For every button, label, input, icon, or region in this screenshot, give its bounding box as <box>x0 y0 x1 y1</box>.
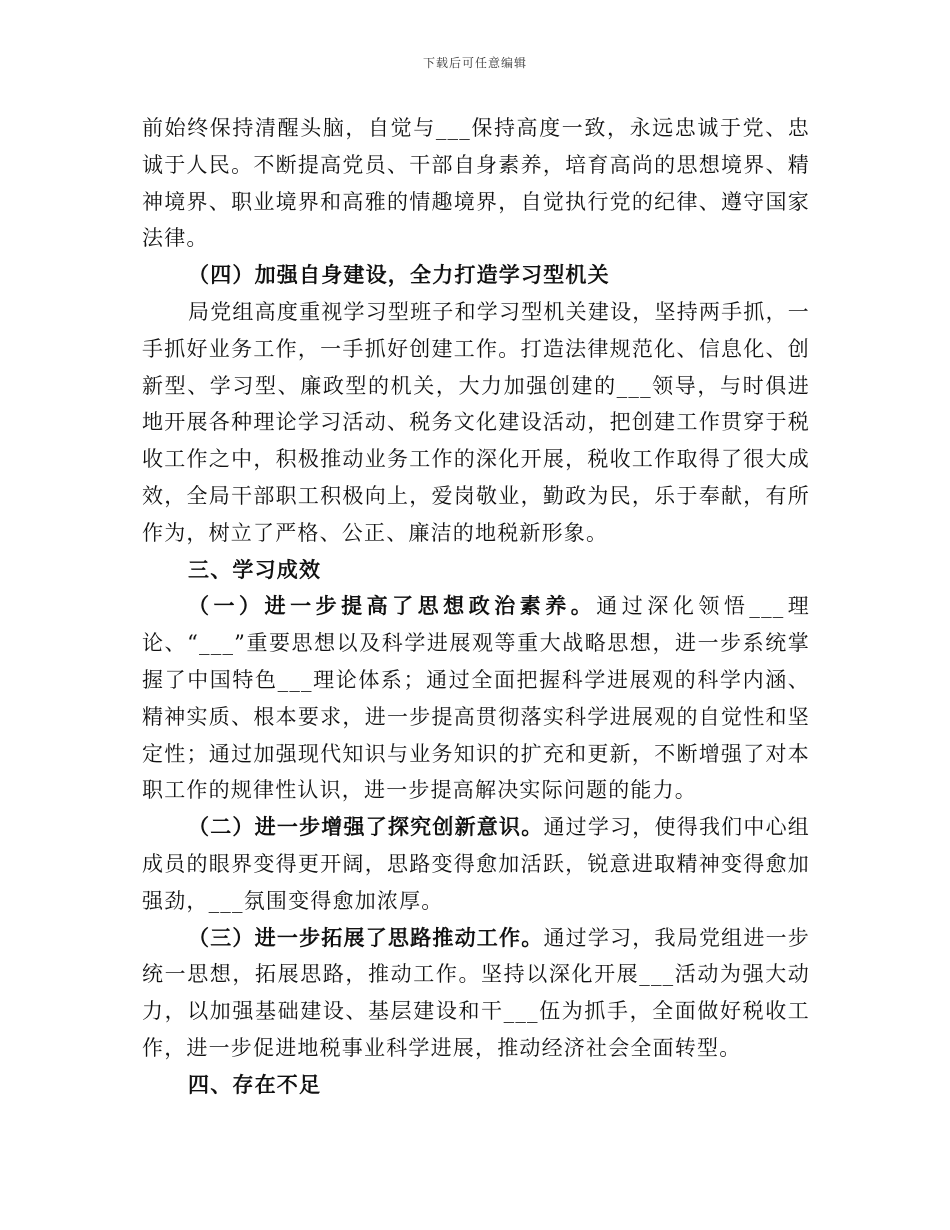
section-heading-strengthen-self-building: （四）加强自身建设，全力打造学习型机关 <box>188 262 610 288</box>
paragraph-political-quality <box>142 588 810 809</box>
section-heading-learning-results: 三、学习成效 <box>188 556 322 582</box>
paragraph-expand-thinking-body: 通过学习，我局党组进一步统一思想，拓展思路，推动工作。坚持以深化开展___活动为强大动力，以加强基础建设、基层建设和干___伍为抓手，全面做好税收工作，进一步促进地税事业科学进展，推动经济社会全面转型。 <box>142 925 810 1060</box>
section-heading-shortcomings: 四、存在不足 <box>188 1071 322 1097</box>
paragraph-continuation: 前始终保持清醒头脑，自觉与___保持高度一致，永远忠诚于党、忠诚于人民。不断提高党员、干部自身素养，培育高尚的思想境界、精神境界、职业境界和高雅的情趣境界，自觉执行党的纪律、遵守国家法律。 <box>142 116 810 251</box>
paragraph-innovation-awareness-body: 通过学习，使得我们中心组成员的眼界变得更开阔，思路变得愈加活跃，锐意进取精神变得愈加强劲，___氛围变得愈加浓厚。 <box>142 815 810 913</box>
paragraph-expand-thinking <box>142 920 810 1067</box>
paragraph-political-quality-body: 通过深化领悟___理论、“___”重要思想以及科学进展观等重大战略思想，进一步系统掌握了中国特色___理论体系；通过全面把握科学进展观的科学内涵、精神实质、根本要求，进一步提高贯彻落实科学进展观的自觉性和坚定性；通过加强现代知识与业务知识的扩充和更新，不断增强了对本职工作的规律性认识，进一步提高解决实际问题的能力。 <box>142 594 811 803</box>
paragraph-learning-organization: 局党组高度重视学习型班子和学习型机关建设，坚持两手抓，一手抓好业务工作，一手抓好创建工作。打造法律规范化、信息化、创新型、学习型、廉政型的机关，大力加强创建的___领导，与时俱进地开展各种理论学习活动、税务文化建设活动，把创建工作贯穿于税收工作之中，积极推动业务工作的深化开展，税收工作取得了很大成效，全局干部职工积极向上，爱岗敬业，勤政为民，乐于奉献，有所作为，树立了严格、公正、廉洁的地税新形象。 <box>142 299 810 545</box>
page-header: 下载后可任意编辑 <box>422 56 527 70</box>
paragraph-innovation-awareness <box>142 809 810 919</box>
document-body <box>142 110 810 1104</box>
paragraph-political-quality-title: （一）进一步提高了思想政治素养。 <box>188 593 597 619</box>
paragraph-expand-thinking-title: （三）进一步拓展了思路推动工作。 <box>188 924 544 950</box>
paragraph-innovation-awareness-title: （二）进一步增强了探究创新意识。 <box>188 814 544 840</box>
